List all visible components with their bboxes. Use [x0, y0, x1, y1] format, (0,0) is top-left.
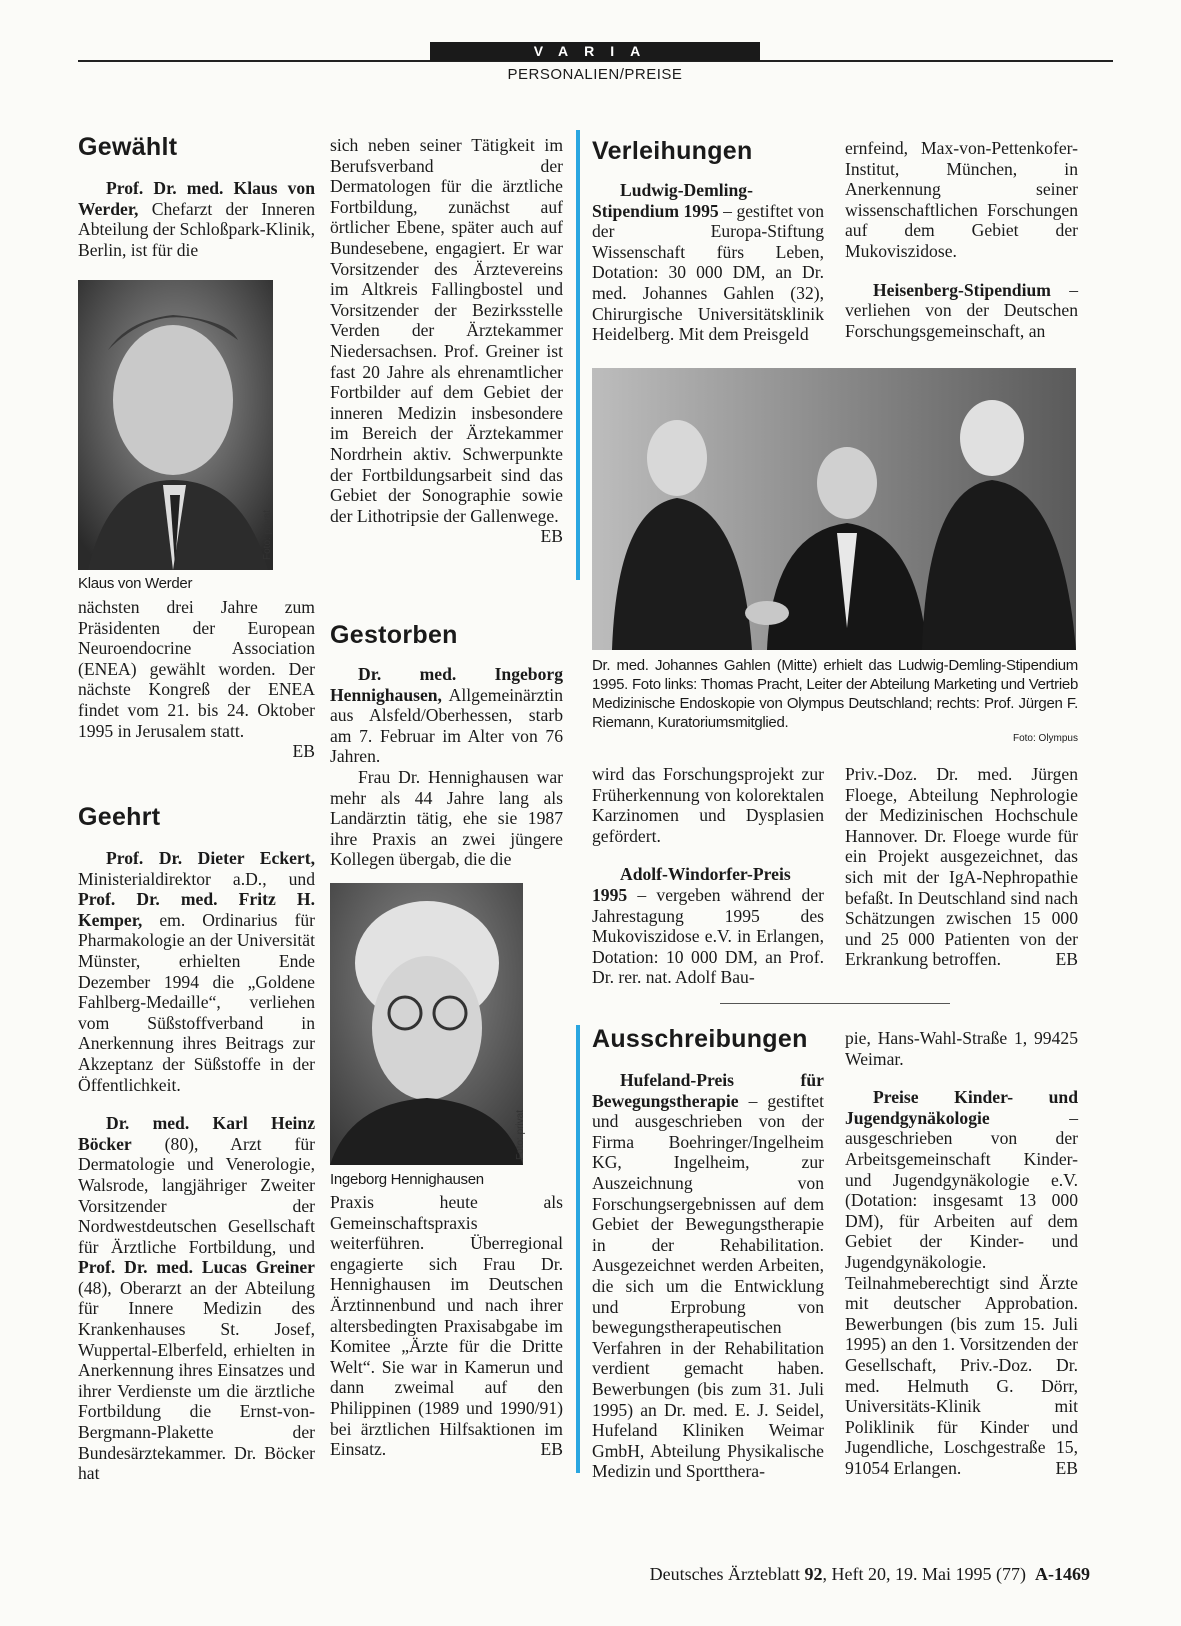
photo-credit-1: Foto: privat: [262, 509, 273, 560]
caption-ingeborg-hennighausen: Ingeborg Hennighausen: [330, 1171, 484, 1188]
section-separator: [720, 1003, 950, 1004]
photo-award-ceremony: [592, 368, 1076, 650]
col3-top-text: Ludwig-Demling-Stipendium 1995 – gestiftet von der Europa-Stiftung Wissenschaft fürs Leben, Dotation: 30 000 DM, an Dr. med. Johannes Gahlen (32), Chirurgische Universitätsklinik Heidelberg. Mit dem Preisgeld: [592, 180, 824, 345]
col1-top-text: Prof. Dr. med. Klaus von Werder, Chefarzt der Inneren Abteilung der Schloßpark-Klinik, Berlin, ist für die: [78, 178, 315, 260]
blue-divider-bottom: [576, 1025, 580, 1473]
col2-top-text: sich neben seiner Tätigkeit im Berufsverband der Dermatologen für die ärztliche Fortbildung, zunächst auf örtlicher Ebene, später auch auf Bundesebene, engagiert. Er war Vorsitzender des Ärztevereins im Altkreis Fallingbostel und Vorsitzender der Bezirksstelle Verden der Ärztekammer Niedersachsen. Prof. Greiner ist fast 20 Jahre als ehrenamtlicher Fortbilder auf dem Gebiet der inneren Medizin insbesondere im Bereich der Ärztekammer Nordrhein aktiv. Schwerpunkte der Fortbildungsarbeit sind das Gebiet der Sonographie sowie der Lithotripsie der Gallenwege. EB: [330, 135, 563, 547]
section-subtitle: PERSONALIEN/PREISE: [507, 66, 683, 83]
col2-bottom-text: Praxis heute als Gemeinschaftspraxis weiterführen. Überregional engagierte sich Frau Dr. Hennighausen im Deutschen Ärztinnenbund und nach ihrer altersbedingten Praxisabgabe im Komitee „Ärzte für die Dritte Welt“. Sie war in Kamerun und dann zweimal auf den Philippinen (1989 und 1990/91) bei ärztlichen Hilfsaktionen im Einsatz. EB: [330, 1192, 563, 1460]
caption-award-ceremony: Dr. med. Johannes Gahlen (Mitte) erhielt das Ludwig-Demling-Stipendium 1995. Foto links: Thomas Pracht, Leiter der Abteilung Marketing und Vertrieb Medizinische Endoskopie von Olympus Deutschland; rechts: Prof. Jürgen F. Riemann, Kuratoriumsmitglied.: [592, 657, 1078, 731]
section-banner: VARIA: [430, 42, 760, 61]
col2-gestorben-text: Dr. med. Ingeborg Hennighausen, Allgemeinärztin aus Alsfeld/Oberhessen, starb am 7. Februar im Alter von 76 Jahren. Frau Dr. Hennighausen war mehr als 44 Jahre lang als Landärztin tätig, ehe sie 1987 ihre Praxis an zwei jüngere Kollegen übergab, die die: [330, 664, 563, 870]
heading-gestorben: Gestorben: [330, 621, 458, 649]
heading-verleihungen: Verleihungen: [592, 137, 753, 165]
photo-credit-2: Foto: privat: [515, 1109, 526, 1160]
photo-ingeborg-hennighausen: [330, 883, 523, 1165]
col1-continue-text: nächsten drei Jahre zum Präsidenten der European Neuroendocrine Association (ENEA) gewählt worden. Der nächste Kongreß der ENEA findet vom 21. bis 24. Oktober 1995 in Jerusalem statt. EB: [78, 597, 315, 762]
col4-mid-text: Priv.-Doz. Dr. med. Jürgen Floege, Abteilung Nephrologie der Medizinischen Hochschule Hannover. Dr. Floege wurde für ein Projekt ausgezeichnet, das sich mit der IgA-Nephropathie befaßt. In Deutschland sind nach Schätzungen zwischen 15 000 und 25 000 Patienten von der Erkrankung betroffen. EB: [845, 764, 1078, 970]
col4-bottom-text: pie, Hans-Wahl-Straße 1, 99425 Weimar. Preise Kinder- und Jugendgynäkologie – ausgeschrieben von der Arbeitsgemeinschaft Kinder- und Jugendgynäkologie e.V. (Dotation: insgesamt 13 000 DM), für Arbeiten auf dem Gebiet der Kinder- und Jugendgynäkologie. Teilnahmeberechtigt sind Ärzte mit deutscher Approbation. Bewerbungen (bis zum 15. Juli 1995) an den 1. Vorsitzenden der Gesellschaft, Priv.-Doz. Dr. med. Helmuth G. Dörr, Universitäts-Klinik mit Poliklinik für Kinder und Jugendliche, Loschgestraße 15, 91054 Erlangen. EB: [845, 1028, 1078, 1478]
col3-mid-text: wird das Forschungsprojekt zur Früherkennung von kolorektalen Karzinomen und Dysplasien gefördert. Adolf-Windorfer-Preis 1995 – vergeben während der Jahrestagung 1995 des Mukoviszidose e.V. in Erlangen, Dotation: 10 000 DM, an Prof. Dr. rer. nat. Adolf Bau-: [592, 764, 824, 988]
photo-klaus-von-werder: [78, 280, 273, 570]
page-number: A-1469: [1035, 1564, 1090, 1584]
caption-klaus-von-werder: Klaus von Werder: [78, 575, 193, 592]
heading-gewaehlt: Gewählt: [78, 133, 178, 161]
col3-bottom-text: Hufeland-Preis für Bewegungstherapie – gestiftet und ausgeschrieben von der Firma Boehringer/Ingelheim KG, Ingelheim, zur Auszeichnung von Forschungsergebnissen auf dem Gebiet der Bewegungstherapie in der Rehabilitation. Ausgezeichnet werden Arbeiten, die sich um die Entwicklung und Erprobung von bewegungstherapeutischen Verfahren in der Rehabilitation verdient gemacht haben. Bewerbungen (bis zum 31. Juli 1995) an Dr. med. E. J. Seidel, Hufeland Kliniken Weimar GmbH, Abteilung Physikalische Medizin und Sportthera-: [592, 1070, 824, 1482]
heading-ausschreibungen: Ausschreibungen: [592, 1025, 808, 1053]
page-footer: Deutsches Ärzteblatt 92, Heft 20, 19. Mai 1995 (77) A-1469: [649, 1564, 1090, 1584]
col4-top-text: ernfeind, Max-von-Pettenkofer-Institut, München, in Anerkennung seiner wissenschaftlichen Forschungen auf dem Gebiet der Mukoviszidose. Heisenberg-Stipendium – verliehen von der Deutschen Forschungsgemeinschaft, an: [845, 138, 1078, 341]
heading-geehrt: Geehrt: [78, 803, 161, 831]
col1-geehrt-text: Prof. Dr. Dieter Eckert, Ministerialdirektor a.D., und Prof. Dr. med. Fritz H. Kemper, em. Ordinarius für Pharmakologie an der Universität Münster, erhielten Ende Dezember 1994 die „Goldene Fahlberg-Medaille“, verliehen vom Süßstoffverband in Anerkennung ihres Beitrags zur Akzeptanz der Süßstoffe in der Öffentlichkeit. Dr. med. Karl Heinz Böcker (80), Arzt für Dermatologie und Venerologie, Walsrode, langjähriger Zweiter Vorsitzender der Nordwestdeutschen Gesellschaft für Ärztliche Fortbildung, und Prof. Dr. med. Lucas Greiner (48), Oberarzt an der Abteilung für Innere Medizin des Krankenhauses St. Josef, Wuppertal-Elberfeld, erhielten in Anerkennung ihres Einsatzes und ihrer Verdienste um die ärztliche Fortbildung die Ernst-von-Bergmann-Plakette der Bundesärztekammer. Dr. Böcker hat: [78, 848, 315, 1484]
blue-divider-top: [576, 130, 580, 580]
name-klaus-von-werder: Prof. Dr. med. Klaus von Werder,: [78, 178, 315, 219]
photo-credit-olympus: Foto: Olympus: [1012, 733, 1078, 744]
